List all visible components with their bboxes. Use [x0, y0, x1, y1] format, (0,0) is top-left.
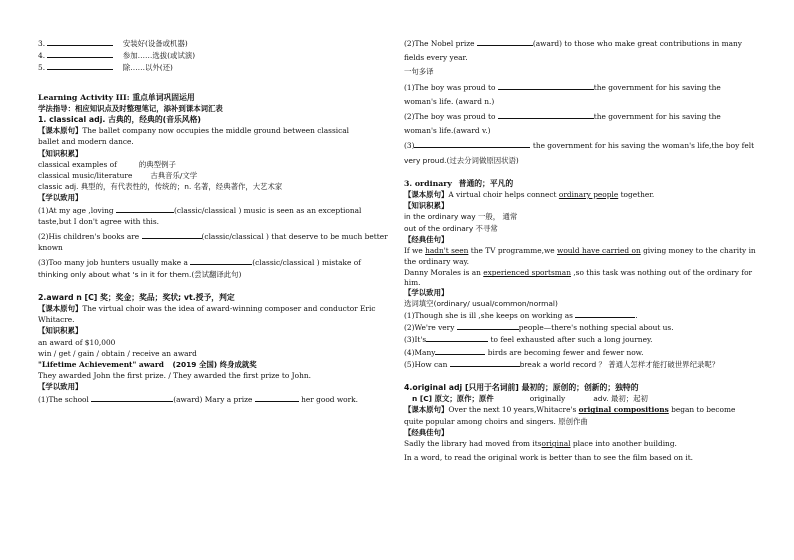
exercise-cont: thinking only about what 's in it for them.(尝试翻译此句): [38, 269, 242, 279]
exercise: (5)How can break a world record ？ 普通人怎样才能打破世界纪录呢？: [404, 359, 720, 369]
classic-sentence: If we hadn't seen the TV programme,we would have carried on giving money to the charity in: [404, 246, 756, 256]
textbook-sentence: 【课本原句】The virtual choir was the idea of award-winning composer and conductor Eric: [38, 304, 376, 314]
answer-blank[interactable]: [47, 61, 113, 70]
word-heading-ordinary: 3. ordinary 普通的；平凡的: [404, 178, 514, 188]
classic-sentence: Danny Morales is an experienced sportsman ,so this task was nothing out of the ordinary for: [404, 268, 753, 278]
exercise: (3)It's to feel exhausted after such a long journey.: [404, 335, 653, 345]
list-item: 4. 参加……选拔(或试演): [38, 51, 196, 61]
knowledge-item: "Lifetime Achievement" award (2019 全国) 终身成就奖: [38, 360, 257, 370]
list-item: 3. 安装好(设备或机器): [38, 39, 188, 48]
word-forms: n [C] 原文；原作；原件 originally adv. 最初；起初: [412, 394, 648, 404]
answer-blank[interactable]: [426, 333, 488, 342]
knowledge-item: out of the ordinary 不寻常: [404, 223, 498, 233]
exercise-cont: fields every year.: [404, 53, 468, 63]
answer-blank[interactable]: [457, 321, 519, 330]
exercise: (2)The Nobel prize (award) to those who make great contributions in many: [404, 39, 742, 48]
answer-blank[interactable]: [498, 81, 594, 90]
exercise: (3)Too many job hunters usually make a (classic/classical ) mistake of: [38, 258, 361, 268]
knowledge-item: an award of $10,000: [38, 337, 116, 347]
answer-blank[interactable]: [116, 204, 174, 213]
fill-instruction: 选词填空(ordinary/ usual/common/normal): [404, 298, 558, 308]
classic-sentence-cont: the ordinary way.: [404, 257, 470, 267]
textbook-sentence: 【课本原句】A virtual choir helps connect ordinary people together.: [404, 190, 655, 200]
classic-sentence-cont: him.: [404, 278, 421, 287]
exercise: (1)Though she is ill ,she keeps on working as .: [404, 311, 638, 321]
list-item: 5. 除……以外(还): [38, 63, 173, 73]
answer-blank[interactable]: [47, 37, 113, 46]
knowledge-item: classical examples of 的典型例子: [38, 159, 176, 169]
answer-blank[interactable]: [435, 346, 485, 355]
textbook-sentence: 【课本原句】The ballet company now occupies the middle ground between classical: [38, 126, 350, 136]
answer-blank[interactable]: [255, 393, 299, 402]
answer-blank[interactable]: [498, 110, 594, 119]
exercise: (2)The boy was proud to the government for his saving the: [404, 112, 721, 122]
classic-sentence: In a word, to read the original work is better than to see the film based on it.: [404, 453, 694, 463]
word-heading-award: 2.award n [C] 奖；奖金；奖品；奖状; vt.授予，判定: [38, 292, 235, 302]
activity-title: Learning Activity III: 重点单词巩固运用: [38, 92, 195, 102]
textbook-sentence: 【课本原句】Over the next 10 years,Whitacre's original compositions began to become: [404, 405, 736, 415]
exercise: (1)At my age ,loving (classic/classical ) music is seen as an exceptional: [38, 205, 362, 215]
exercise-cont: taste,but I don't agree with this.: [38, 216, 160, 226]
classic-sentence-label: 【经典佳句】: [404, 427, 449, 437]
textbook-sentence-cont: ballet and modern dance.: [38, 137, 134, 147]
practice-label: 【学以致用】: [404, 287, 449, 297]
multi-translation-label: 一句多译: [404, 67, 434, 77]
left-column: [38, 37, 390, 405]
exercise: (1)The school (award) Mary a prize her good work.: [38, 394, 358, 404]
exercise: (1)The boy was proud to the government for his saving the: [404, 82, 721, 92]
practice-label: 【学以致用】: [38, 382, 83, 392]
textbook-sentence-cont: quite popular among choirs and singers. 原创作曲: [404, 416, 588, 426]
answer-blank[interactable]: [47, 49, 113, 58]
word-heading-classical: 1. classical adj. 古典的，经典的(音乐风格): [38, 115, 201, 125]
right-column: [404, 37, 756, 464]
study-guide: 学法指导：相应知识点及时整理笔记，添补到课本词汇表: [38, 103, 223, 113]
exercise: (2)His children's books are (classic/classical ) that deserve to be much better: [38, 232, 388, 242]
exercise-cont: woman's life. (award n.): [404, 96, 495, 106]
answer-blank[interactable]: [91, 393, 173, 402]
knowledge-label: 【知识积累】: [38, 148, 83, 158]
word-heading-original: 4.original adj [只用于名词前] 最初的；原创的；创新的；独特的: [404, 383, 639, 393]
knowledge-label: 【知识积累】: [404, 201, 449, 211]
knowledge-item: win / get / gain / obtain / receive an award: [38, 348, 197, 358]
knowledge-label: 【知识积累】: [38, 326, 83, 336]
exercise-cont: very proud.(过去分词做原因状语): [404, 155, 519, 165]
knowledge-item: classical music/literature 古典音乐/文学: [38, 171, 198, 181]
classic-sentence: Sadly the library had moved from itsoriginal place into another building.: [404, 439, 677, 449]
answer-blank[interactable]: [477, 37, 533, 46]
answer-blank[interactable]: [190, 256, 252, 265]
exercise: (2)We're very people—there's nothing special about us.: [404, 323, 674, 333]
practice-label: 【学以致用】: [38, 193, 83, 203]
answer-blank[interactable]: [414, 139, 530, 148]
knowledge-item: classic adj. 典型的，有代表性的，传统的；n. 名著，经典著作，大艺术家: [38, 182, 283, 192]
knowledge-item: in the ordinary way 一般， 通常: [404, 212, 518, 222]
exercise: (4)Many birds are becoming fewer and fewer now.: [404, 347, 644, 357]
answer-blank[interactable]: [142, 230, 202, 239]
exercise-cont: known: [38, 243, 63, 253]
exercise-cont: woman's life.(award v.): [404, 126, 491, 136]
answer-blank[interactable]: [450, 358, 520, 367]
exercise: (3) the government for his saving the woman's life,the boy felt: [404, 141, 755, 151]
knowledge-item: They awarded John the first prize. / They awarded the first prize to John.: [38, 371, 311, 381]
answer-blank[interactable]: [575, 309, 635, 318]
textbook-sentence-cont: Whitacre.: [38, 315, 75, 325]
classic-sentence-label: 【经典佳句】: [404, 234, 449, 244]
